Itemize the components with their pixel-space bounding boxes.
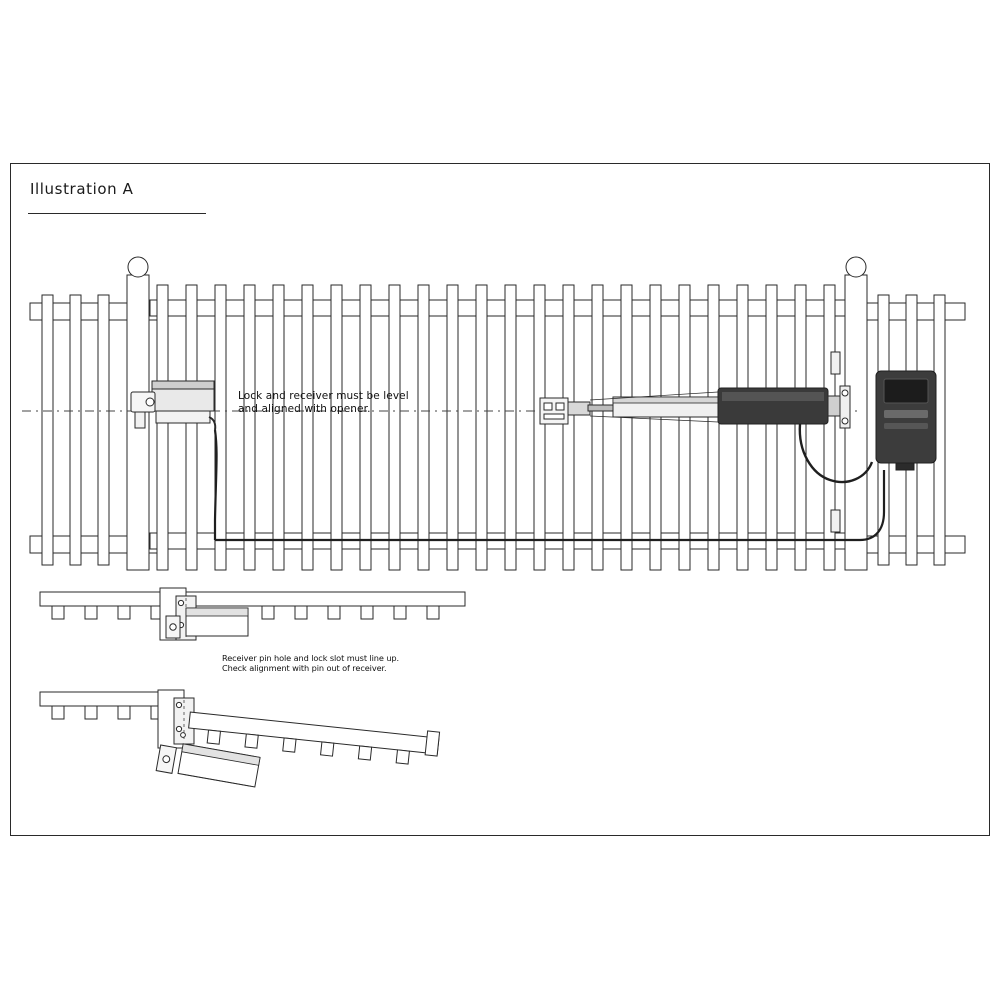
page-title: Illustration A [30,180,134,198]
caption-secondary-line2: Check alignment with pin out of receiver. [222,663,387,674]
detail-view-open-gate [40,690,440,788]
gate-pickets [157,285,835,570]
lock-receiver [540,398,590,424]
control-box [876,371,936,470]
caption-main-line1: Lock and receiver must be level [238,390,409,402]
caption-main [238,390,409,416]
caption-secondary [222,653,399,674]
detail-view-closed-gate [40,588,465,640]
caption-secondary-line1: Receiver pin hole and lock slot must line up. [222,653,400,663]
caption-main-line2: and aligned with opener. [238,403,371,416]
